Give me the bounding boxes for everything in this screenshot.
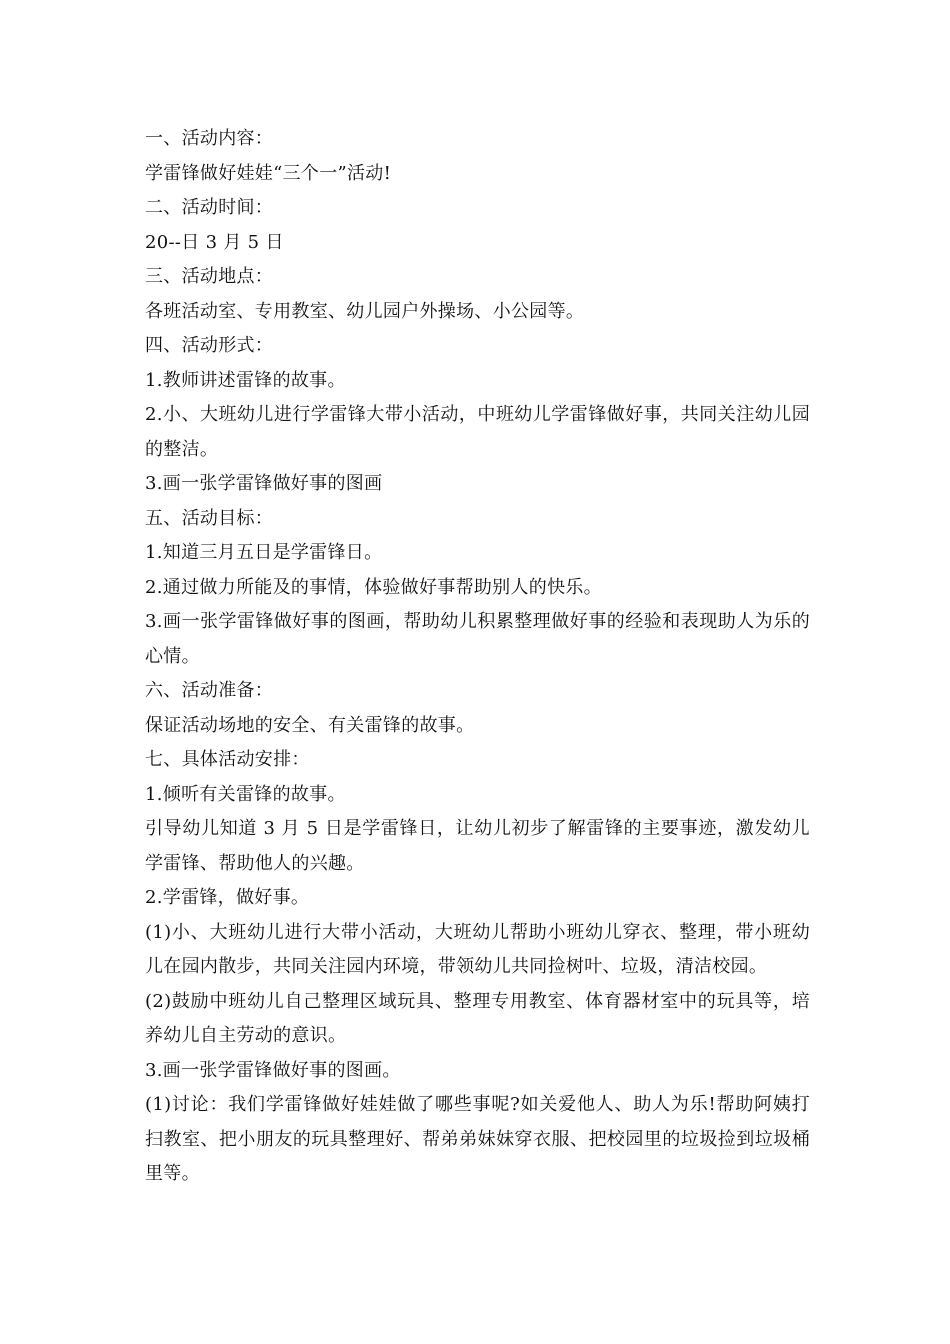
paragraph: 3.画一张学雷锋做好事的图画，帮助幼儿积累整理做好事的经验和表现助人为乐的心情。 <box>145 611 810 667</box>
document-body <box>145 122 810 1192</box>
paragraph: 3.画一张学雷锋做好事的图画 <box>145 473 383 494</box>
paragraph: 3.画一张学雷锋做好事的图画。 <box>145 1059 401 1081</box>
section-heading-arrangement: 七、具体活动安排： <box>145 749 310 770</box>
section-heading-preparation: 六、活动准备： <box>145 680 274 701</box>
paragraph: 2.通过做力所能及的事情，体验做好事帮助别人的快乐。 <box>145 576 602 598</box>
paragraph: 20--日 3 月 5 日 <box>145 231 284 253</box>
section-heading-goals: 五、活动目标： <box>145 507 274 529</box>
paragraph: 保证活动场地的安全、有关雷锋的故事。 <box>145 714 475 736</box>
section-heading-time: 二、活动时间： <box>145 197 274 218</box>
paragraph: 1.倾听有关雷锋的故事。 <box>145 783 346 805</box>
paragraph: 1.教师讲述雷锋的故事。 <box>145 369 346 391</box>
paragraph: 学雷锋做好娃娃“三个一”活动! <box>145 162 392 184</box>
paragraph: 2.小、大班幼儿进行学雷锋大带小活动，中班幼儿学雷锋做好事，共同关注幼儿园的整洁。 <box>145 404 810 460</box>
paragraph: 引导幼儿知道 3 月 5 日是学雷锋日，让幼儿初步了解雷锋的主要事迹，激发幼儿学雷锋、帮助他人的兴趣。 <box>145 818 810 874</box>
section-heading-form: 四、活动形式： <box>145 335 274 356</box>
paragraph: (2)鼓励中班幼儿自己整理区域玩具、整理专用教室、体育器材室中的玩具等，培养幼儿自主劳动的意识。 <box>145 990 810 1046</box>
section-heading-content: 一、活动内容： <box>145 128 274 149</box>
paragraph: (1)小、大班幼儿进行大带小活动，大班幼儿帮助小班幼儿穿衣、整理，带小班幼儿在园内散步，共同关注园内环境，带领幼儿共同捡树叶、垃圾，清洁校园。 <box>145 921 810 977</box>
paragraph: 各班活动室、专用教室、幼儿园户外操场、小公园等。 <box>145 300 585 322</box>
paragraph: 1.知道三月五日是学雷锋日。 <box>145 542 383 563</box>
paragraph: (1)讨论：我们学雷锋做好娃娃做了哪些事呢?如关爱他人、助人为乐!帮助阿姨打扫教室、把小朋友的玩具整理好、帮弟弟妹妹穿衣服、把校园里的垃圾捡到垃圾桶里等。 <box>145 1094 810 1184</box>
section-heading-location: 三、活动地点： <box>145 266 274 287</box>
paragraph: 2.学雷锋，做好事。 <box>145 887 310 908</box>
